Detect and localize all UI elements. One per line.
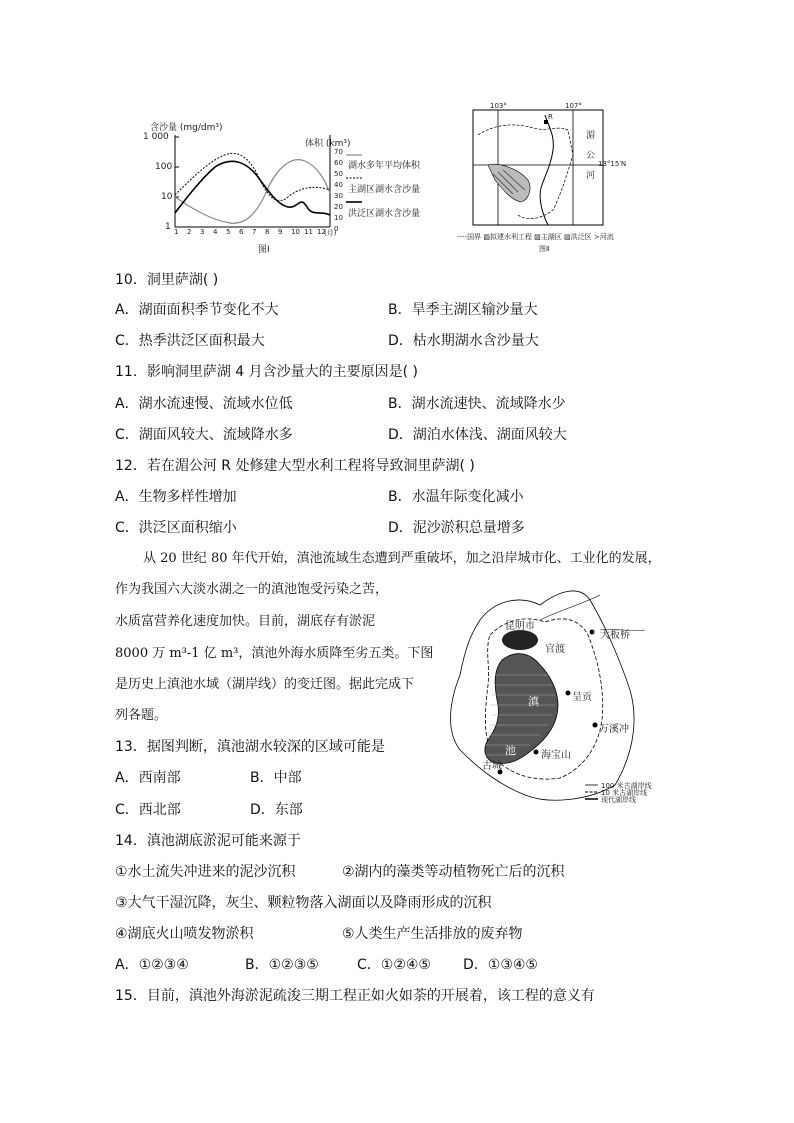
fig1-caption: 图Ⅰ <box>258 245 270 255</box>
q10-option-a: A．湖面面积季节变化不大 <box>115 302 279 318</box>
q11-stem: 11．影响洞里萨湖 4 月含沙量大的主要原因是( ) <box>115 364 418 380</box>
fig1-xtick: 3 <box>200 228 205 236</box>
q14-option-c: C．①②④⑤ <box>357 957 431 973</box>
fig2-caption: 图Ⅱ <box>539 245 550 253</box>
q10-option-d: D．枯水期湖水含沙量大 <box>388 333 539 349</box>
fig1-xtick: 1 <box>174 228 179 236</box>
q14-item-3: ③大气干湿沉降，灰尘、颗粒物落入湖面以及降雨形成的沉积 <box>115 895 492 911</box>
fig1-rtick: 0 <box>334 225 339 233</box>
fig1-xtick: 6 <box>239 228 244 236</box>
fig1-legend-flood: 洪泛区湖水含沙量 <box>348 209 421 219</box>
passage-line: 作为我国六大淡水湖之一的滇池饱受污染之苦， <box>115 582 389 597</box>
fig1-rtick: 60 <box>334 159 343 167</box>
q11-option-d: D．湖泊水体浅、湖面风较大 <box>388 427 567 443</box>
fig1-xtick: 9 <box>278 228 283 236</box>
map-label-chenggong: 呈贡 <box>572 692 592 703</box>
q15-stem: 15．目前，滇池外海淤泥疏浚三期工程正如火如荼的开展着，该工程的意义有 <box>115 988 595 1004</box>
fig2-river-char: 湄 <box>586 131 596 141</box>
map-label-guandu: 官渡 <box>545 644 565 655</box>
passage-line: 从 20 世纪 80 年代开始，滇池流域生态遭到严重破坏，加之沿岸城市化、工业化的发展， <box>143 551 661 566</box>
map-label-gucheng: 古城 <box>482 761 502 772</box>
fig1-volume-curve <box>175 160 330 224</box>
map-label-wanxichong: 万溪冲 <box>599 724 629 735</box>
q14-item-5: ⑤人类生产生活排放的废弃物 <box>342 926 523 942</box>
fig1-rtick: 40 <box>334 181 343 189</box>
passage-line: 水质富营养化速度加快。目前，湖底存有淤泥 <box>115 614 376 629</box>
fig1-xtick: 2 <box>187 228 192 236</box>
fig1-xtick: 4 <box>213 228 218 236</box>
passage-line: 列各题。 <box>115 708 168 723</box>
fig1-xtick: 10 <box>291 228 300 236</box>
q12-stem: 12．若在湄公河 R 处修建大型水利工程将导致洞里萨湖( ) <box>115 458 475 474</box>
fig2-lat: 13°15′N <box>598 160 627 168</box>
fig1-ytick: 10 <box>161 192 173 202</box>
q12-option-a: A．生物多样性增加 <box>115 489 237 505</box>
fig1-xtick: 7 <box>252 228 257 236</box>
fig2-lon-103: 103° <box>490 102 507 110</box>
q14-item-2: ②湖内的藻类等动植物死亡后的沉积 <box>342 864 565 880</box>
fig2-point-r: R <box>548 113 553 121</box>
q11-option-b: B．湖水流速快、流域降水少 <box>388 396 566 412</box>
map-legend-10m: 10 米古湖岸线 <box>601 789 648 797</box>
map-legend-100m: 100 米古湖岸线 <box>601 782 652 790</box>
fig1-legend-volume: 湖水多年平均体积 <box>348 161 421 171</box>
q14-item-4: ④湖底火山喷发物淤积 <box>115 926 254 942</box>
q11-option-c: C．湖面风较大、流域降水多 <box>115 427 293 443</box>
map-legend-modern: 现代湖岸线 <box>601 796 636 804</box>
fig2-river-char: 公 <box>586 151 596 161</box>
fig1-y-left-label: 含沙量 (mg/dm³) <box>150 123 223 133</box>
passage-line: 8000 万 m³-1 亿 m³，滇池外海水质降至劣五类。下图 <box>115 646 434 661</box>
fig2-river-char: 河 <box>586 171 596 181</box>
q13-option-b: B．中部 <box>250 770 302 786</box>
fig1-rtick: 50 <box>334 170 343 178</box>
fig1-xtick: 5 <box>226 228 231 236</box>
q11-option-a: A．湖水流速慢、流域水位低 <box>115 396 293 412</box>
fig1-plot <box>0 0 400 150</box>
q13-option-d: D．东部 <box>250 802 303 818</box>
map-label-dian: 滇 <box>528 695 539 708</box>
fig2-lon-107: 107° <box>565 102 582 110</box>
map-label-dabanqiao: 大板桥 <box>600 630 630 641</box>
map-label-haibaoshan: 海宝山 <box>541 750 571 761</box>
q13-stem: 13．据图判断，滇池湖水较深的区域可能是 <box>115 739 385 755</box>
map-label-chi: 池 <box>505 744 516 757</box>
fig2-legend: ----国界 ▨拟建水利工程 ▨主湖区 ▨洪泛区 ≻河流 <box>457 233 614 241</box>
fig1-xtick: 12 <box>317 228 326 236</box>
q10-option-b: B．旱季主湖区输沙量大 <box>388 302 538 318</box>
fig1-ytick: 100 <box>155 162 173 172</box>
passage-line: 是历史上滇池水域（湖岸线）的变迁图。据此完成下 <box>115 677 415 692</box>
fig1-ytick: 1 <box>165 222 171 232</box>
q12-option-d: D．泥沙淤积总量增多 <box>388 520 525 536</box>
q13-option-c: C．西北部 <box>115 802 181 818</box>
fig1-rtick: 10 <box>334 214 343 222</box>
q10-option-c: C．热季洪泛区面积最大 <box>115 333 265 349</box>
q12-option-b: B．水温年际变化减小 <box>388 489 524 505</box>
fig1-axes <box>170 135 335 235</box>
fig1-rtick: 20 <box>334 203 343 211</box>
fig1-x-unit: (月) <box>324 229 337 237</box>
fig1-xtick: 8 <box>265 228 270 236</box>
fig1-main-lake-curve <box>175 153 330 200</box>
q14-stem: 14．滇池湖底淤泥可能来源于 <box>115 833 301 849</box>
fig1-legend-main: 主湖区湖水含沙量 <box>348 185 421 195</box>
fig1-ytick: 1 000 <box>143 132 169 142</box>
q14-item-1: ①水土流失冲进来的泥沙沉积 <box>115 864 296 880</box>
fig1-rtick: 30 <box>334 192 343 200</box>
q14-option-a: A．①②③④ <box>115 957 189 973</box>
fig1-xtick: 11 <box>304 228 313 236</box>
q10-stem: 10．洞里萨湖( ) <box>115 272 219 288</box>
q14-option-b: B．①②③⑤ <box>245 957 319 973</box>
q14-option-d: D．①③④⑤ <box>463 957 538 973</box>
q13-option-a: A．西南部 <box>115 770 181 786</box>
map-label-kunming: 昆明市 <box>505 621 535 632</box>
fig1-rtick: 70 <box>334 148 343 156</box>
q12-option-c: C．洪泛区面积缩小 <box>115 520 237 536</box>
fig1-y-right-label: 体积 (km³) <box>305 139 351 149</box>
dianchi-map-svg <box>440 580 660 810</box>
